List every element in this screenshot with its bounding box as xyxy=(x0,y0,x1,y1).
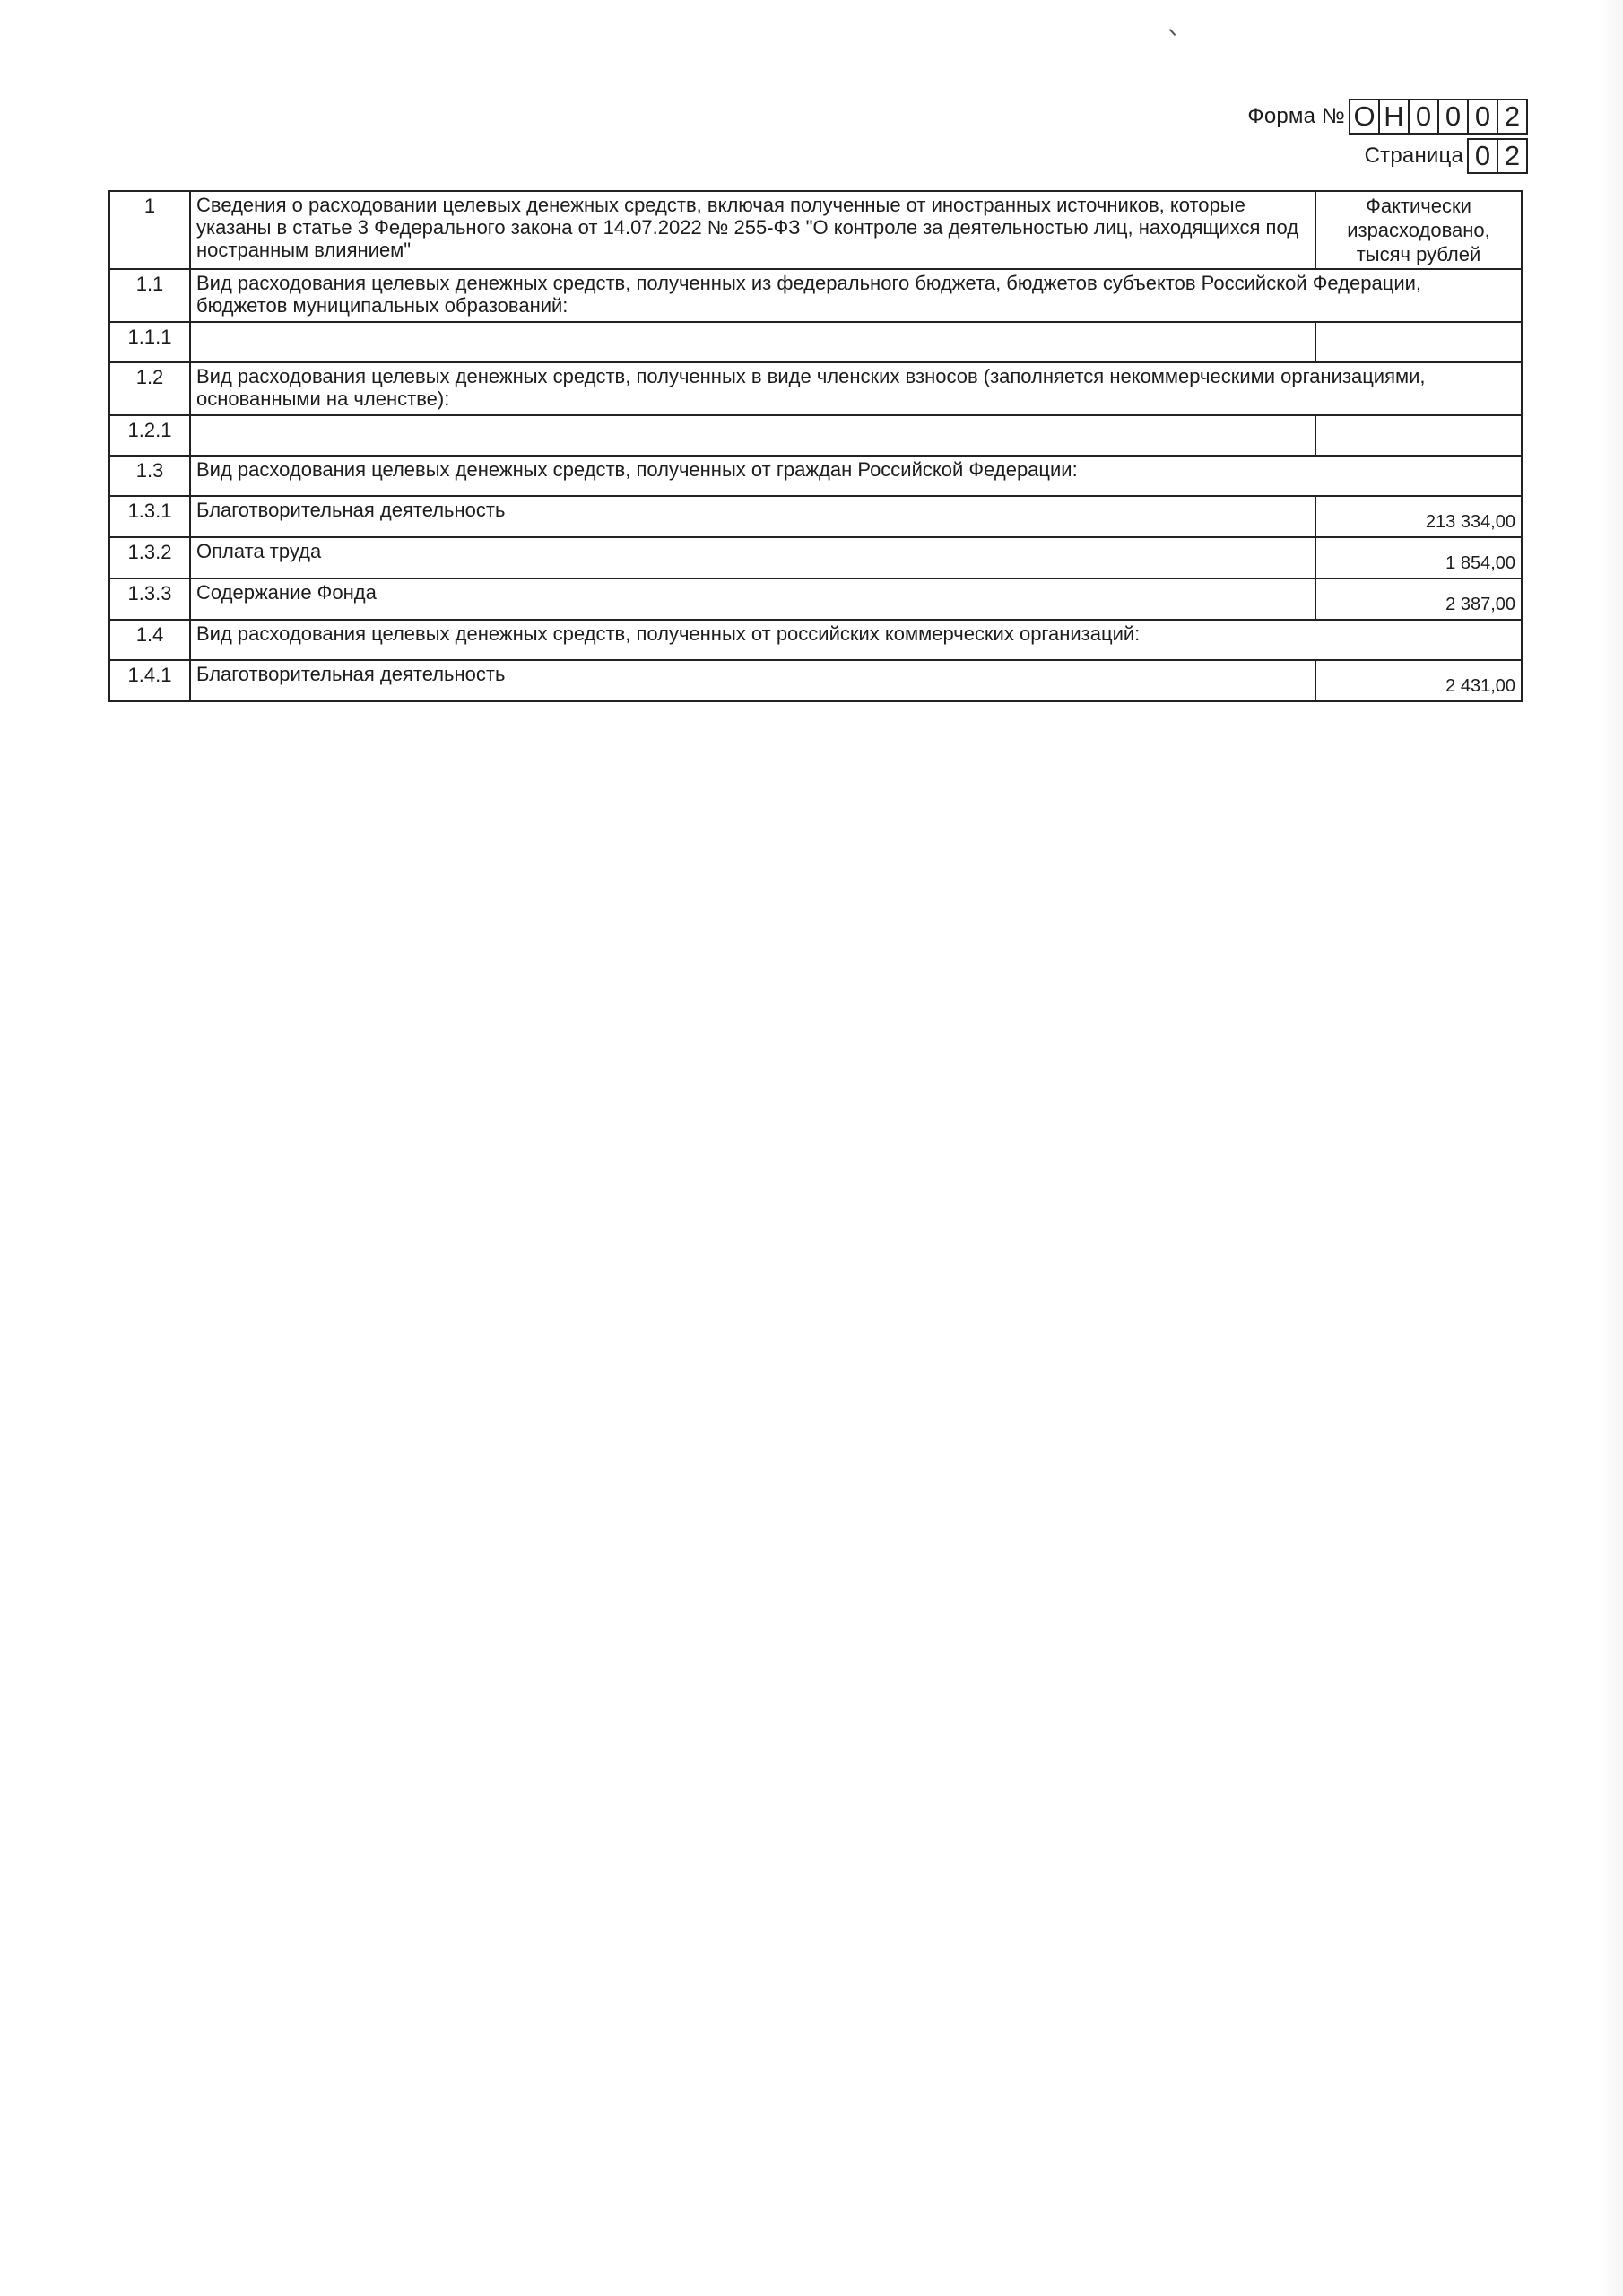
row-number: 1.3 xyxy=(109,456,190,496)
table-row xyxy=(109,322,1522,362)
table-row xyxy=(109,496,1522,537)
column-header-spent: Фактически израсходовано, тысяч рублей xyxy=(1315,191,1522,269)
table-heading-text: Сведения о расходовании целевых денежных средств, включая полученные от иностранных источников, которые указаны в статье 3 Федерального закона от 14.07.2022 № 255-ФЗ "О контроле за деятельностью лиц, находящихся под нострaнным влиянием" xyxy=(190,191,1315,269)
page-number-label: Страница xyxy=(1364,144,1463,168)
section-row xyxy=(109,362,1522,415)
page-code-char: 0 xyxy=(1469,140,1498,172)
table-row xyxy=(109,660,1522,701)
section-row xyxy=(109,620,1522,660)
row-text: Содержание Фонда xyxy=(190,578,1315,620)
form-code-char: 0 xyxy=(1410,100,1439,133)
page-number-row xyxy=(1365,138,1528,174)
section-text: Вид расходования целевых денежных средств, полученных от российских коммерческих организаций: xyxy=(190,620,1522,660)
page-code-char: 2 xyxy=(1504,140,1521,171)
expenditure-table xyxy=(108,190,1523,702)
form-code-char: 2 xyxy=(1504,100,1521,132)
row-value xyxy=(1315,322,1522,362)
row-text xyxy=(190,415,1315,456)
section-row xyxy=(109,456,1522,496)
row-text xyxy=(190,322,1315,362)
table-row xyxy=(109,578,1522,620)
row-value: 2 431,00 xyxy=(1315,660,1522,701)
form-number-label: Форма № xyxy=(1247,104,1345,128)
table-heading-row xyxy=(109,191,1522,269)
form-code-char: 0 xyxy=(1439,100,1469,133)
page-number-boxes xyxy=(1467,138,1528,174)
row-value: 2 387,00 xyxy=(1315,578,1522,620)
row-number: 1.1 xyxy=(109,269,190,322)
form-code-char: Н xyxy=(1380,100,1410,133)
row-number: 1.3.2 xyxy=(109,537,190,578)
scan-edge-shadow xyxy=(1598,0,1623,2296)
table-row xyxy=(109,537,1522,578)
section-text: Вид расходования целевых денежных средств, полученных в виде членских взносов (заполняется некоммерческими организациями, основанными на членстве): xyxy=(190,362,1522,415)
section-row xyxy=(109,269,1522,322)
table-row xyxy=(109,415,1522,456)
row-number: 1.1.1 xyxy=(109,322,190,362)
section-text: Вид расходования целевых денежных средств, полученных из федерального бюджета, бюджетов субъектов Российской Федерации, бюджетов муниципальных образований: xyxy=(190,269,1522,322)
row-number: 1.3.1 xyxy=(109,496,190,537)
row-number: 1.2.1 xyxy=(109,415,190,456)
row-text: Благотворительная деятельность xyxy=(190,496,1315,537)
row-number: 1 xyxy=(109,191,190,269)
row-text: Оплата труда xyxy=(190,537,1315,578)
row-number: 1.3.3 xyxy=(109,578,190,620)
row-number: 1.4 xyxy=(109,620,190,660)
form-code-char: 0 xyxy=(1469,100,1498,133)
row-value: 213 334,00 xyxy=(1315,496,1522,537)
row-value: 1 854,00 xyxy=(1315,537,1522,578)
section-text: Вид расходования целевых денежных средств, полученных от граждан Российской Федерации: xyxy=(190,456,1522,496)
row-text: Благотворительная деятельность xyxy=(190,660,1315,701)
form-number-row xyxy=(1247,99,1528,135)
row-number: 1.2 xyxy=(109,362,190,415)
row-number: 1.4.1 xyxy=(109,660,190,701)
scan-speck xyxy=(1169,29,1176,36)
form-number-boxes xyxy=(1349,99,1528,135)
row-value xyxy=(1315,415,1522,456)
form-code-char: О xyxy=(1350,100,1380,133)
